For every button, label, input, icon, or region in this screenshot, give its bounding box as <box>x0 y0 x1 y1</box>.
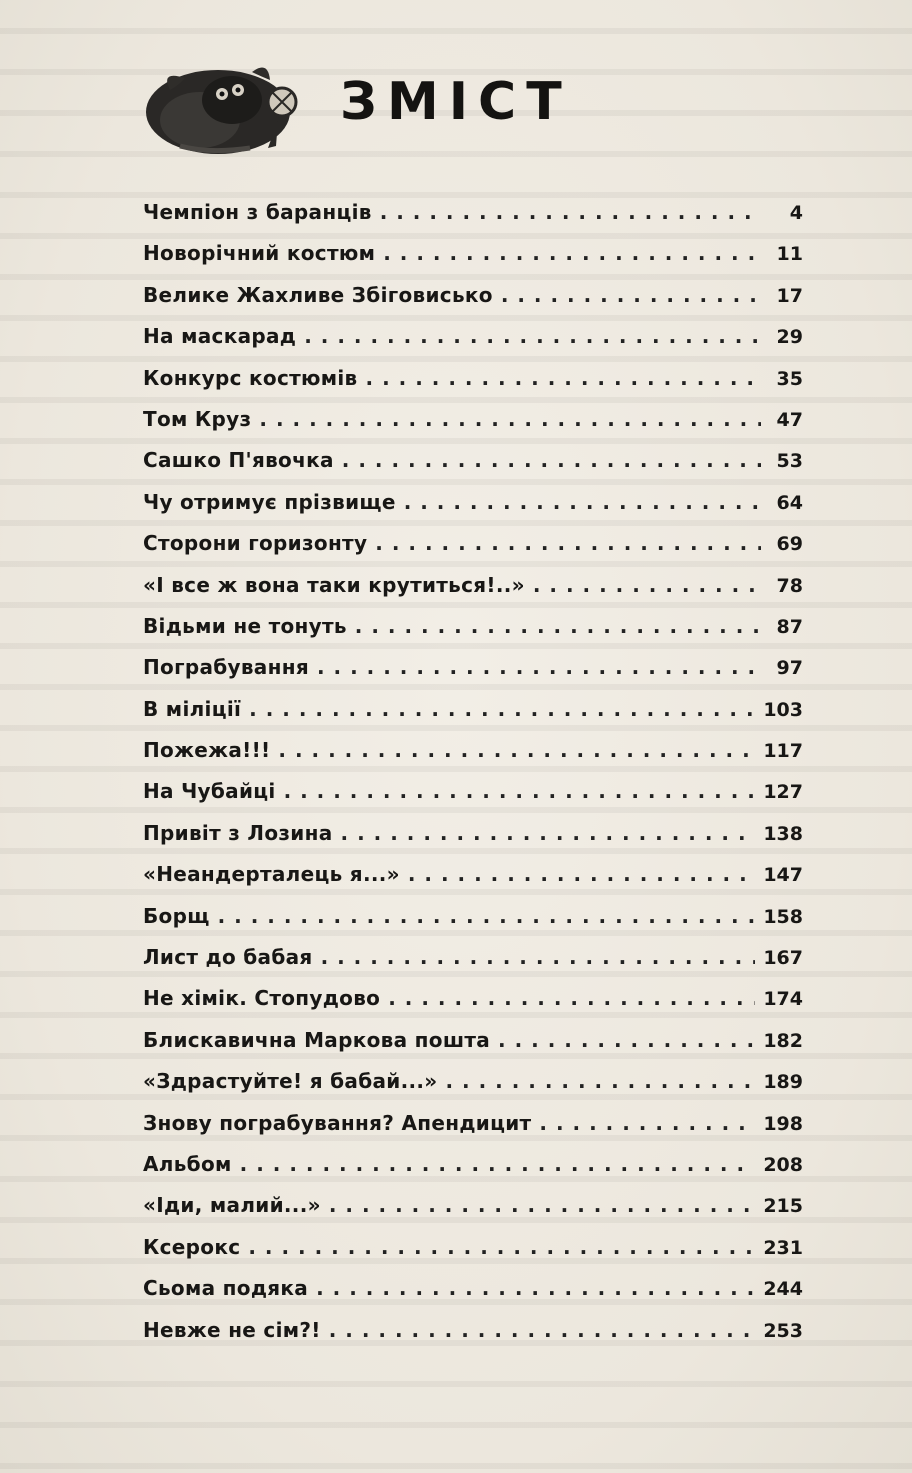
toc-entry-page-number: 208 <box>763 1153 803 1176</box>
toc-entry-title: Пограбування <box>143 655 309 680</box>
toc-leader-dots <box>329 1318 756 1342</box>
toc-entry-title: Чу отримує прізвище <box>143 489 396 514</box>
toc-entry-page-number: 97 <box>776 657 803 680</box>
toc-leader-dots <box>375 531 761 555</box>
toc-entry-page-number: 167 <box>763 947 803 970</box>
toc-entry <box>143 1318 803 1359</box>
toc-entry-title: В міліції <box>143 696 242 721</box>
toc-entry <box>143 655 803 696</box>
toc-entry <box>143 1193 803 1234</box>
toc-entry-page-number: 198 <box>763 1112 803 1135</box>
toc-entry <box>143 779 803 820</box>
toc-leader-dots <box>329 1193 756 1217</box>
toc-leader-dots <box>249 697 755 721</box>
toc-entry <box>143 862 803 903</box>
toc-entry-title: Знову пограбування? Апендицит <box>143 1110 532 1135</box>
toc-entry-title: Том Круз <box>143 406 252 431</box>
toc-entry <box>143 407 803 448</box>
toc-entry <box>143 490 803 531</box>
toc-entry-page-number: 17 <box>776 284 803 307</box>
toc-entry-page-number: 87 <box>776 615 803 638</box>
toc-leader-dots <box>316 1276 755 1300</box>
toc-leader-dots <box>259 407 761 431</box>
toc-entry-title: Новорічний костюм <box>143 241 376 266</box>
toc-entry-title: Не хімік. Стопудово <box>143 986 381 1011</box>
toc-entry-page-number: 11 <box>776 243 803 266</box>
toc-entry-page-number: 158 <box>763 905 803 928</box>
toc-leader-dots <box>380 200 761 224</box>
toc-entry-title: Сьома подяка <box>143 1276 309 1301</box>
toc-leader-dots <box>446 1069 756 1093</box>
toc-entry-page-number: 29 <box>776 326 803 349</box>
toc-entry-page-number: 215 <box>763 1195 803 1218</box>
toc-leader-dots <box>317 655 761 679</box>
toc-entry-title: Борщ <box>143 903 210 928</box>
toc-entry-page-number: 47 <box>776 408 803 431</box>
toc-entry <box>143 1028 803 1069</box>
toc-entry <box>143 448 803 489</box>
toc-entry-page-number: 231 <box>763 1236 803 1259</box>
toc-leader-dots <box>304 324 761 348</box>
toc-entry-title: Ксерокс <box>143 1234 241 1259</box>
toc-entry-page-number: 138 <box>763 822 803 845</box>
toc-leader-dots <box>498 1028 755 1052</box>
toc-entry-title: Привіт з Лозина <box>143 820 333 845</box>
toc-entry <box>143 945 803 986</box>
toc-entry-title: На Чубайці <box>143 779 276 804</box>
toc-leader-dots <box>388 986 755 1010</box>
toc-leader-dots <box>248 1235 755 1259</box>
toc-entry-title: Конкурс костюмів <box>143 365 358 390</box>
toc-entry-page-number: 189 <box>763 1071 803 1094</box>
toc-entry <box>143 986 803 1027</box>
toc-leader-dots <box>218 904 756 928</box>
toc-entry-page-number: 78 <box>776 574 803 597</box>
toc-leader-dots <box>383 241 761 265</box>
toc-leader-dots <box>240 1152 756 1176</box>
toc-leader-dots <box>284 779 756 803</box>
toc-entry-page-number: 69 <box>776 533 803 556</box>
toc-entry-title: «Іди, малий...» <box>143 1193 321 1218</box>
toc-leader-dots <box>321 945 756 969</box>
toc-entry <box>143 531 803 572</box>
toc-leader-dots <box>501 283 761 307</box>
toc-entry-page-number: 244 <box>763 1278 803 1301</box>
toc-entry-title: Альбом <box>143 1151 232 1176</box>
toc-leader-dots <box>341 821 756 845</box>
toc-entry <box>143 283 803 324</box>
toc-leader-dots <box>342 448 761 472</box>
toc-entry-title: Сашко П'явочка <box>143 448 334 473</box>
toc-entry <box>143 614 803 655</box>
toc-entry-title: «Здрастуйте! я бабай...» <box>143 1069 438 1094</box>
toc-entry-title: «І все ж вона таки крутиться!..» <box>143 572 525 597</box>
toc-entry-title: Блискавична Маркова пошта <box>143 1027 491 1052</box>
toc-entry <box>143 1069 803 1110</box>
toc-entry <box>143 573 803 614</box>
toc-leader-dots <box>533 573 761 597</box>
toc-leader-dots <box>278 738 755 762</box>
toc-entry-title: Лист до бабая <box>143 945 313 970</box>
toc-entry <box>143 1111 803 1152</box>
toc-entry <box>143 697 803 738</box>
frog-knight-illustration <box>140 50 310 160</box>
toc-entry-title: Чемпіон з баранців <box>143 200 372 224</box>
toc-entry-title: Відьми не тонуть <box>143 613 347 638</box>
toc-entry <box>143 241 803 282</box>
toc-entry-page-number: 147 <box>763 864 803 887</box>
toc-entry-page-number: 103 <box>763 698 803 721</box>
toc-leader-dots <box>539 1111 755 1135</box>
toc-entry <box>143 1276 803 1317</box>
toc-entry-page-number: 117 <box>763 740 803 763</box>
toc-entry-page-number: 253 <box>763 1319 803 1342</box>
page-title: ЗМІСТ <box>340 72 572 132</box>
contents-header <box>140 50 760 160</box>
toc-entry-title: Велике Жахливе Збіговисько <box>143 282 493 307</box>
toc-entry-page-number: 35 <box>776 367 803 390</box>
toc-entry-page-number: 174 <box>763 988 803 1011</box>
toc-entry-page-number: 64 <box>776 491 803 514</box>
toc-entry-title: Сторони горизонту <box>143 531 368 556</box>
toc-entry-title: На маскарад <box>143 324 297 349</box>
toc-leader-dots <box>404 490 761 514</box>
toc-entry-title: «Неандерталець я...» <box>143 862 400 887</box>
toc-leader-dots <box>366 366 761 390</box>
toc-entry <box>143 200 803 241</box>
toc-entry <box>143 1152 803 1193</box>
toc-entry-title: Пожежа!!! <box>143 738 271 763</box>
toc-entry <box>143 324 803 365</box>
toc-entry <box>143 904 803 945</box>
toc-leader-dots <box>355 614 761 638</box>
toc-entry-title: Невже не сім?! <box>143 1317 321 1342</box>
toc-entry-page-number: 127 <box>763 781 803 804</box>
toc-entry <box>143 821 803 862</box>
toc-entry-page-number: 53 <box>776 450 803 473</box>
toc-entry <box>143 366 803 407</box>
table-of-contents <box>143 200 803 1359</box>
toc-leader-dots <box>408 862 755 886</box>
toc-entry <box>143 1235 803 1276</box>
toc-entry <box>143 738 803 779</box>
toc-entry-page-number: 4 <box>789 202 803 224</box>
toc-entry-page-number: 182 <box>763 1029 803 1052</box>
